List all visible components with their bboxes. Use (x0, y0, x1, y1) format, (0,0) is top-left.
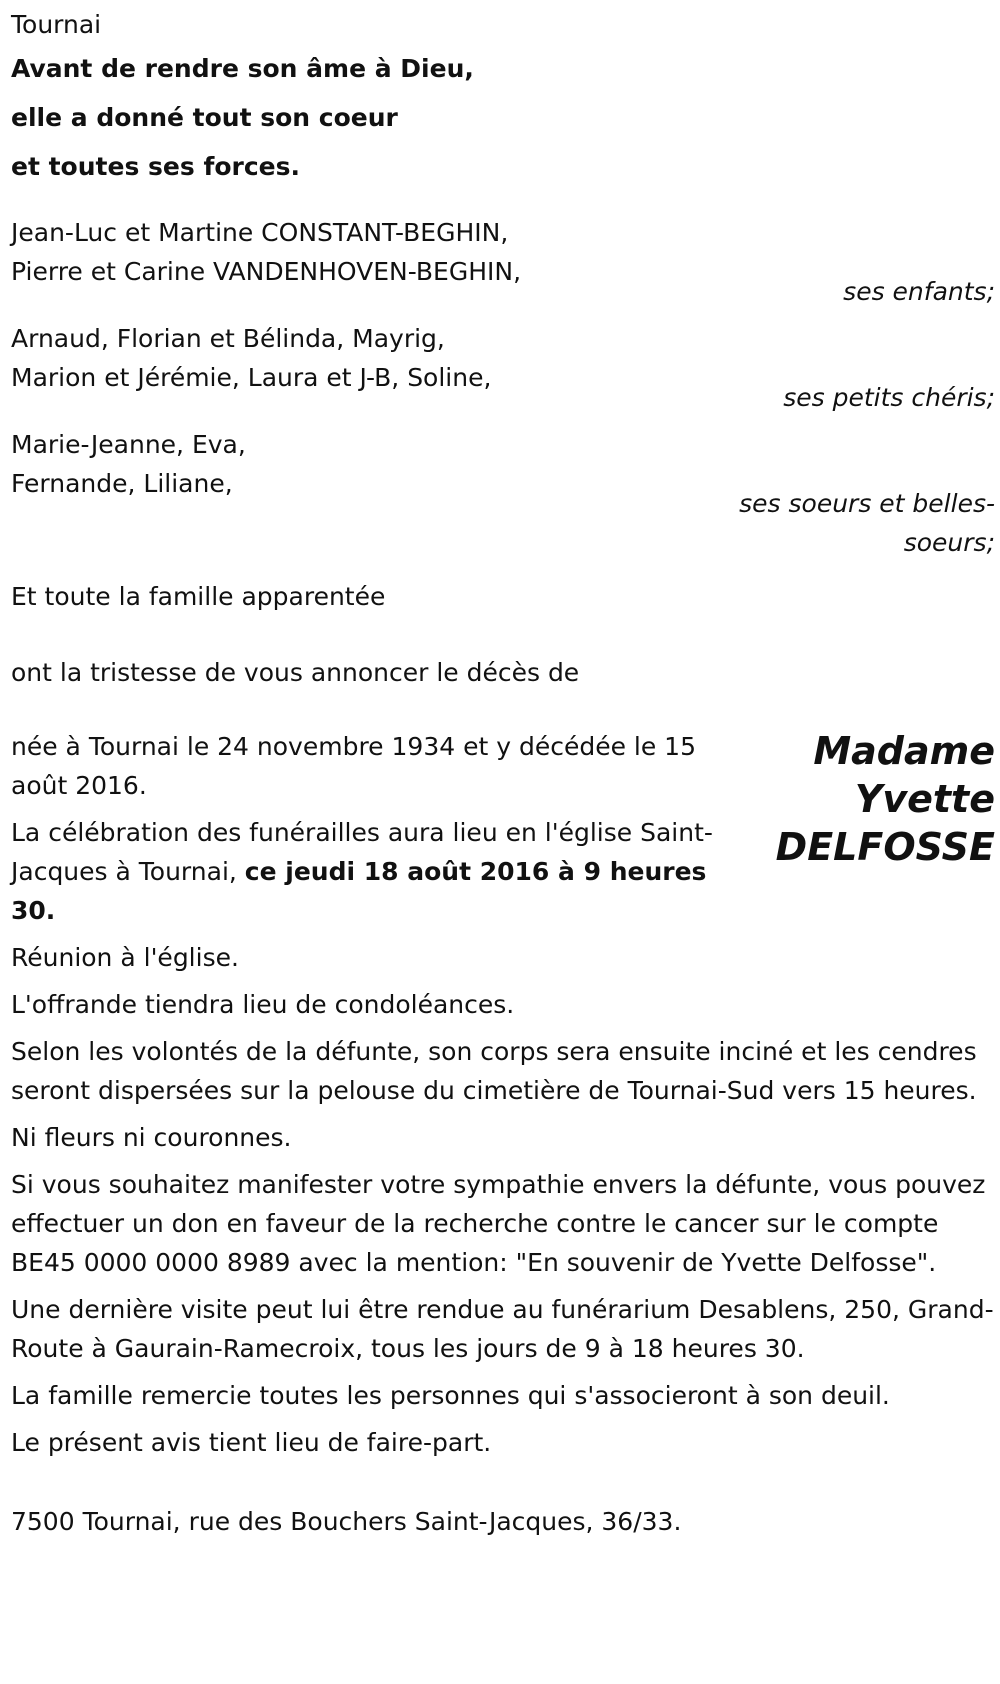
notice-text: Le présent avis tient lieu de faire-part. (11, 1428, 492, 1457)
family-names: Jean-Luc et Martine CONSTANT-BEGHIN, (11, 218, 509, 247)
family-group-children (11, 213, 995, 311)
family-names: Marion et Jérémie, Laura et J-B, Soline, (11, 363, 492, 392)
family-role: ses enfants; (843, 277, 995, 306)
family-role: ses soeurs et belles- (739, 489, 995, 518)
verse-line: elle a donné tout son coeur (11, 103, 398, 132)
cremation-text: Selon les volontés de la défunte, son corps sera ensuite inciné et les cendres seront dispersées sur la pelouse du cimetière de Tournai-Sud vers 15 heures. (11, 1037, 977, 1105)
flowers-text: Ni fleurs ni couronnes. (11, 1123, 292, 1152)
visit-text: Une dernière visite peut lui être rendue au funérarium Desablens, 250, Grand-Route à Gaurain-Ramecroix, tous les jours de 9 à 18 heures 30. (11, 1295, 994, 1363)
ceremony-prefix: La célébration des funérailles aura lieu en l'église Saint-Jacques à Tournai, (11, 818, 713, 886)
deceased-name-line: Yvette (854, 777, 995, 821)
verse-line: et toutes ses forces. (11, 152, 300, 181)
family-group-sisters (11, 425, 995, 562)
deceased-section (11, 727, 995, 930)
address: 7500 Tournai, rue des Bouchers Saint-Jacques, 36/33. (11, 1507, 682, 1536)
verse (11, 44, 995, 191)
offering-text: L'offrande tiendra lieu de condoléances. (11, 990, 515, 1019)
family-names: Marie-Jeanne, Eva, (11, 430, 246, 459)
thanks-text: La famille remercie toutes les personnes qui s'associeront à son deuil. (11, 1381, 890, 1410)
family-names: Arnaud, Florian et Bélinda, Mayrig, (11, 324, 445, 353)
deceased-name (745, 727, 995, 871)
ceremony-text (11, 813, 731, 930)
extended-family: Et toute la famille apparentée (11, 582, 386, 611)
ceremony-date: ce jeudi 18 août 2016 à 9 heures 30. (11, 857, 707, 925)
announcement: ont la tristesse de vous annoncer le décès de (11, 658, 580, 687)
donation-text: Si vous souhaitez manifester votre sympathie envers la défunte, vous pouvez effectuer un don en faveur de la recherche contre le cancer sur le compte BE45 0000 0000 8989 avec la mention: "En souvenir de Yvette Delfosse". (11, 1170, 986, 1277)
verse-line: Avant de rendre son âme à Dieu, (11, 54, 474, 83)
family-names: Fernande, Liliane, (11, 469, 233, 498)
family-names: Pierre et Carine VANDENHOVEN-BEGHIN, (11, 257, 522, 286)
family-group-grandchildren (11, 319, 995, 417)
deceased-name-line: Madame (813, 729, 995, 773)
deceased-name-line: DELFOSSE (775, 825, 995, 869)
gathering-text: Réunion à l'église. (11, 943, 239, 972)
birth-death-text: née à Tournai le 24 novembre 1934 et y décédée le 15 août 2016. (11, 732, 696, 800)
obituary-notice (11, 6, 995, 1541)
family-role: ses petits chéris; (783, 383, 995, 412)
city-heading: Tournai (11, 10, 102, 39)
family-role: soeurs; (903, 528, 995, 557)
